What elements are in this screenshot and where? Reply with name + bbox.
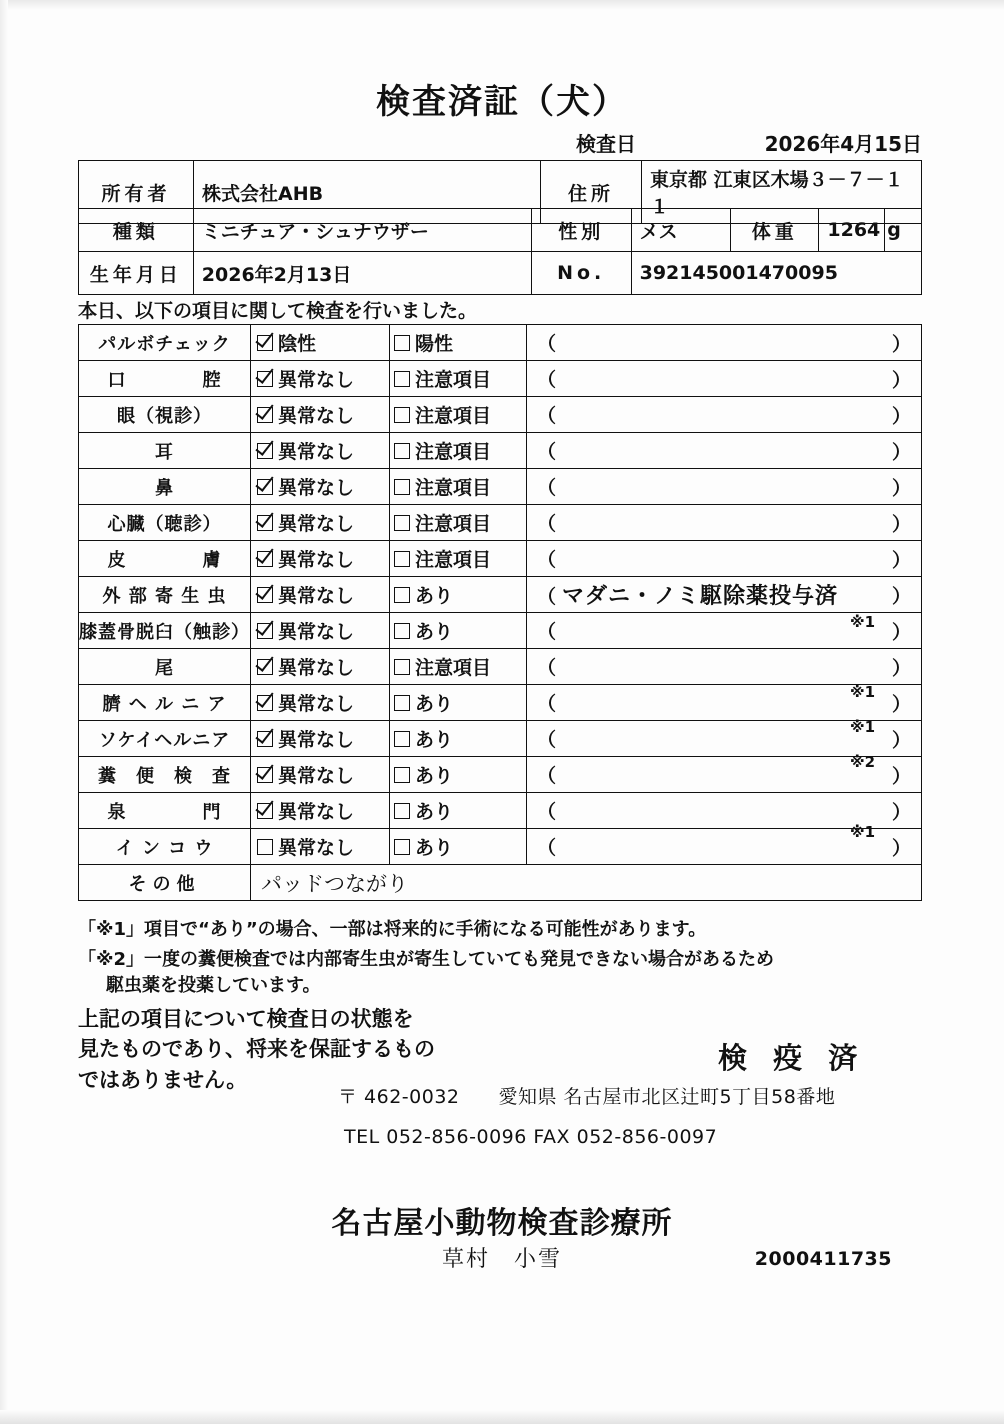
check-note-cell[interactable] bbox=[527, 361, 922, 397]
check-item-label: 糞 便 検 査 bbox=[79, 757, 251, 793]
checkbox-icon[interactable] bbox=[257, 623, 273, 639]
paren-close: ） bbox=[891, 837, 911, 859]
exam-date-row bbox=[78, 128, 922, 156]
birth-value: 2026年2月13日 bbox=[193, 252, 531, 295]
quarantine-stamp: 検 疫 済 bbox=[718, 1041, 866, 1075]
check-item-label: 皮 膚 bbox=[79, 541, 251, 577]
paren-open: （ bbox=[537, 441, 557, 463]
check-option-1[interactable] bbox=[251, 577, 390, 613]
exam-date-value: 2026年4月15日 bbox=[764, 132, 922, 156]
check-note-cell[interactable] bbox=[527, 325, 922, 361]
check-option-1-label: 異常なし bbox=[278, 765, 355, 787]
table-row bbox=[79, 613, 922, 649]
scan-edge-top bbox=[0, 0, 1004, 10]
other-label: その他 bbox=[79, 865, 251, 901]
breed-value: ミニチュア・シュナウザー bbox=[193, 209, 531, 252]
other-value: パッドつながり bbox=[251, 865, 922, 901]
check-option-1-label: 異常なし bbox=[278, 801, 355, 823]
checkbox-icon[interactable] bbox=[257, 803, 273, 819]
check-note-cell[interactable] bbox=[527, 541, 922, 577]
check-option-2[interactable] bbox=[390, 577, 527, 613]
checkbox-icon[interactable] bbox=[394, 803, 410, 819]
check-option-2[interactable] bbox=[390, 721, 527, 757]
clinic-address: 〒 462-0032 愛知県 名古屋市北区辻町5丁目58番地 bbox=[338, 1086, 836, 1108]
paren-open: （ bbox=[537, 369, 557, 391]
check-note-cell[interactable] bbox=[527, 469, 922, 505]
check-option-1-label: 異常なし bbox=[278, 549, 355, 571]
inspection-table bbox=[78, 324, 922, 901]
no-label: No. bbox=[531, 252, 631, 295]
check-note-cell[interactable] bbox=[527, 649, 922, 685]
table-row bbox=[79, 541, 922, 577]
check-option-2[interactable] bbox=[390, 613, 527, 649]
exam-date-label: 検査日 bbox=[576, 132, 636, 156]
weight-value: 1264 bbox=[819, 209, 885, 252]
breed-label: 種類 bbox=[79, 209, 194, 252]
paren-close: ） bbox=[891, 657, 911, 679]
check-option-1-label: 異常なし bbox=[278, 729, 355, 751]
check-option-1-label: 異常なし bbox=[278, 693, 355, 715]
check-option-2-label: 注意項目 bbox=[415, 441, 492, 463]
footnote-marker: ※1 bbox=[850, 613, 876, 631]
table-row bbox=[79, 865, 922, 901]
clinic-tel-fax: TEL 052-856-0096 FAX 052-856-0097 bbox=[344, 1126, 718, 1148]
check-option-2-label: 注意項目 bbox=[415, 405, 492, 427]
check-option-1[interactable] bbox=[251, 505, 390, 541]
check-option-1-label: 陰性 bbox=[278, 333, 317, 355]
checkbox-icon[interactable] bbox=[394, 371, 410, 387]
check-option-2-label: 注意項目 bbox=[415, 477, 492, 499]
clinic-name: 名古屋小動物検査診療所 bbox=[331, 1206, 673, 1241]
birth-label: 生年月日 bbox=[79, 252, 194, 295]
check-option-1-label: 異常なし bbox=[278, 369, 355, 391]
check-item-label: ソケイヘルニア bbox=[79, 721, 251, 757]
check-option-2-label: あり bbox=[415, 693, 454, 715]
check-option-2-label: あり bbox=[415, 729, 454, 751]
table-row bbox=[79, 685, 922, 721]
check-option-2-label: 注意項目 bbox=[415, 657, 492, 679]
check-option-2[interactable] bbox=[390, 829, 527, 865]
footnote-1: 「※1」項目で“あり”の場合、一部は将来的に手術になる可能性があります。 bbox=[78, 919, 707, 940]
lead-text: 本日、以下の項目に関して検査を行いました。 bbox=[78, 300, 478, 322]
paren-open: （ bbox=[537, 333, 557, 355]
checkbox-icon[interactable] bbox=[394, 767, 410, 783]
paren-close: ） bbox=[891, 729, 911, 751]
check-option-2-label: あり bbox=[415, 621, 454, 643]
table-row bbox=[79, 721, 922, 757]
checkbox-icon[interactable] bbox=[257, 479, 273, 495]
check-option-2-label: 注意項目 bbox=[415, 369, 492, 391]
table-row bbox=[79, 793, 922, 829]
check-note-cell[interactable] bbox=[527, 397, 922, 433]
check-option-2[interactable] bbox=[390, 397, 527, 433]
paren-close: ） bbox=[891, 441, 911, 463]
checkbox-icon[interactable] bbox=[257, 515, 273, 531]
paren-open: （ bbox=[537, 657, 557, 679]
check-option-2[interactable] bbox=[390, 433, 527, 469]
check-option-1[interactable] bbox=[251, 325, 390, 361]
address-label: 住所 bbox=[541, 161, 642, 224]
checkbox-icon[interactable] bbox=[394, 623, 410, 639]
checkbox-icon[interactable] bbox=[257, 587, 273, 603]
check-option-2[interactable] bbox=[390, 541, 527, 577]
check-option-1[interactable] bbox=[251, 829, 390, 865]
paren-close: ） bbox=[891, 801, 911, 823]
scan-edge-bottom bbox=[0, 1410, 1004, 1424]
checkbox-icon[interactable] bbox=[257, 407, 273, 423]
checkbox-icon[interactable] bbox=[257, 839, 273, 855]
check-option-2[interactable] bbox=[390, 757, 527, 793]
disclaimer-line-2: 見たものであり、将来を保証するもの bbox=[78, 1037, 435, 1062]
check-item-label: 口 腔 bbox=[79, 361, 251, 397]
check-option-1-label: 異常なし bbox=[278, 405, 355, 427]
disclaimer-line-1: 上記の項目について検査日の状態を bbox=[78, 1007, 414, 1031]
address-value: 東京都 江東区木場３－７－１１ bbox=[642, 161, 922, 224]
check-option-1-label: 異常なし bbox=[278, 477, 355, 499]
check-item-label: 膝蓋骨脱臼（触診） bbox=[79, 613, 251, 649]
table-row bbox=[79, 577, 922, 613]
check-item-label: 泉 門 bbox=[79, 793, 251, 829]
checkbox-icon[interactable] bbox=[257, 335, 273, 351]
check-option-1[interactable] bbox=[251, 433, 390, 469]
check-note-cell[interactable] bbox=[527, 505, 922, 541]
check-item-label: 心臓（聴診） bbox=[79, 505, 251, 541]
footnote-marker: ※2 bbox=[850, 753, 876, 771]
check-option-1[interactable] bbox=[251, 469, 390, 505]
table-row bbox=[79, 361, 922, 397]
checkbox-icon[interactable] bbox=[394, 479, 410, 495]
check-item-label: 鼻 bbox=[79, 469, 251, 505]
check-option-1-label: 異常なし bbox=[278, 621, 355, 643]
table-row bbox=[79, 649, 922, 685]
check-option-1[interactable] bbox=[251, 613, 390, 649]
paren-open: （ bbox=[537, 549, 557, 571]
paren-open: （ bbox=[537, 801, 557, 823]
check-option-2-label: あり bbox=[415, 765, 454, 787]
paren-open: （ bbox=[537, 477, 557, 499]
check-note-cell[interactable] bbox=[527, 577, 922, 613]
paren-open: （ bbox=[537, 405, 557, 427]
paren-open: （ bbox=[537, 586, 557, 608]
paren-close: ） bbox=[891, 513, 911, 535]
check-option-2[interactable] bbox=[390, 361, 527, 397]
checkbox-icon[interactable] bbox=[394, 695, 410, 711]
check-item-label: 耳 bbox=[79, 433, 251, 469]
check-option-1-label: 異常なし bbox=[278, 441, 355, 463]
paren-close: ） bbox=[891, 549, 911, 571]
table-row bbox=[79, 505, 922, 541]
paren-open: （ bbox=[537, 729, 557, 751]
no-value: 392145001470095 bbox=[631, 252, 921, 295]
paren-open: （ bbox=[537, 693, 557, 715]
check-item-label: イ ン コ ウ bbox=[79, 829, 251, 865]
paren-close: ） bbox=[891, 585, 911, 607]
checkbox-icon[interactable] bbox=[394, 407, 410, 423]
checkbox-icon[interactable] bbox=[257, 371, 273, 387]
check-note-text: マダニ・ノミ駆除薬投与済 bbox=[562, 584, 839, 609]
checkbox-icon[interactable] bbox=[394, 443, 410, 459]
check-option-1-label: 異常なし bbox=[278, 513, 355, 535]
table-row bbox=[79, 397, 922, 433]
checkbox-icon[interactable] bbox=[394, 731, 410, 747]
check-option-1[interactable] bbox=[251, 649, 390, 685]
paren-open: （ bbox=[537, 513, 557, 535]
check-option-1[interactable] bbox=[251, 685, 390, 721]
checkbox-icon[interactable] bbox=[394, 515, 410, 531]
owner-label: 所有者 bbox=[79, 161, 194, 224]
check-option-2[interactable] bbox=[390, 469, 527, 505]
check-option-2[interactable] bbox=[390, 325, 527, 361]
paren-close: ） bbox=[891, 333, 911, 355]
table-row bbox=[79, 252, 922, 295]
sex-label: 性別 bbox=[531, 209, 631, 252]
check-option-1[interactable] bbox=[251, 793, 390, 829]
check-option-2-label: 注意項目 bbox=[415, 549, 492, 571]
checkbox-icon[interactable] bbox=[394, 551, 410, 567]
checkbox-icon[interactable] bbox=[257, 767, 273, 783]
table-row bbox=[79, 829, 922, 865]
checkbox-icon[interactable] bbox=[394, 659, 410, 675]
paren-open: （ bbox=[537, 765, 557, 787]
weight-label: 体重 bbox=[731, 209, 819, 252]
checkbox-icon[interactable] bbox=[257, 659, 273, 675]
check-option-1[interactable] bbox=[251, 397, 390, 433]
check-option-1[interactable] bbox=[251, 757, 390, 793]
check-option-1-label: 異常なし bbox=[278, 585, 355, 607]
check-item-label: 眼（視診） bbox=[79, 397, 251, 433]
disclaimer-line-3: ではありません。 bbox=[78, 1067, 248, 1092]
check-option-1[interactable] bbox=[251, 721, 390, 757]
checkbox-icon[interactable] bbox=[257, 443, 273, 459]
paren-close: ） bbox=[891, 405, 911, 427]
check-item-label: 外 部 寄 生 虫 bbox=[79, 577, 251, 613]
table-row bbox=[79, 757, 922, 793]
check-option-1[interactable] bbox=[251, 541, 390, 577]
check-item-label: 尾 bbox=[79, 649, 251, 685]
checkbox-icon[interactable] bbox=[394, 587, 410, 603]
paren-close: ） bbox=[891, 369, 911, 391]
check-item-label: パルボチェック bbox=[79, 325, 251, 361]
check-option-2-label: あり bbox=[415, 837, 454, 859]
check-option-1[interactable] bbox=[251, 361, 390, 397]
checkbox-icon[interactable] bbox=[257, 695, 273, 711]
checkbox-icon[interactable] bbox=[257, 731, 273, 747]
table-row bbox=[79, 325, 922, 361]
check-note-cell[interactable] bbox=[527, 433, 922, 469]
doctor-name: 草村 小雪 bbox=[441, 1247, 562, 1272]
check-option-1-label: 異常なし bbox=[278, 657, 355, 679]
check-option-1-label: 異常なし bbox=[278, 837, 355, 859]
check-option-2[interactable] bbox=[390, 505, 527, 541]
footnote-2-line2: 駆虫薬を投薬しています。 bbox=[106, 975, 321, 996]
paren-open: （ bbox=[537, 621, 557, 643]
check-option-2[interactable] bbox=[390, 685, 527, 721]
check-option-2-label: 陽性 bbox=[415, 333, 454, 355]
check-option-2-label: あり bbox=[415, 585, 454, 607]
check-option-2-label: あり bbox=[415, 801, 454, 823]
checkbox-icon[interactable] bbox=[394, 335, 410, 351]
sex-value: メス bbox=[631, 209, 730, 252]
check-option-2-label: 注意項目 bbox=[415, 513, 492, 535]
checkbox-icon[interactable] bbox=[257, 551, 273, 567]
owner-value: 株式会社AHB bbox=[194, 161, 541, 224]
footnote-marker: ※1 bbox=[850, 683, 876, 701]
pet-info-table bbox=[78, 208, 922, 295]
footnote-2-line1: 「※2」一度の糞便検査では内部寄生虫が寄生していても発見できない場合があるため bbox=[78, 949, 775, 970]
paren-close: ） bbox=[891, 765, 911, 787]
paren-close: ） bbox=[891, 477, 911, 499]
paren-close: ） bbox=[891, 693, 911, 715]
check-item-label: 臍 ヘ ル ニ ア bbox=[79, 685, 251, 721]
table-row bbox=[79, 209, 922, 252]
check-option-2[interactable] bbox=[390, 793, 527, 829]
footnote-marker: ※1 bbox=[850, 823, 876, 841]
serial-number: 2000411735 bbox=[754, 1248, 892, 1270]
weight-unit: g bbox=[885, 209, 922, 252]
checkbox-icon[interactable] bbox=[394, 839, 410, 855]
paren-open: （ bbox=[537, 837, 557, 859]
paren-close: ） bbox=[891, 621, 911, 643]
footnote-marker: ※1 bbox=[850, 718, 876, 736]
page-title: 検査済証（犬） bbox=[376, 82, 628, 122]
table-row bbox=[79, 469, 922, 505]
check-option-2[interactable] bbox=[390, 649, 527, 685]
table-row bbox=[79, 433, 922, 469]
